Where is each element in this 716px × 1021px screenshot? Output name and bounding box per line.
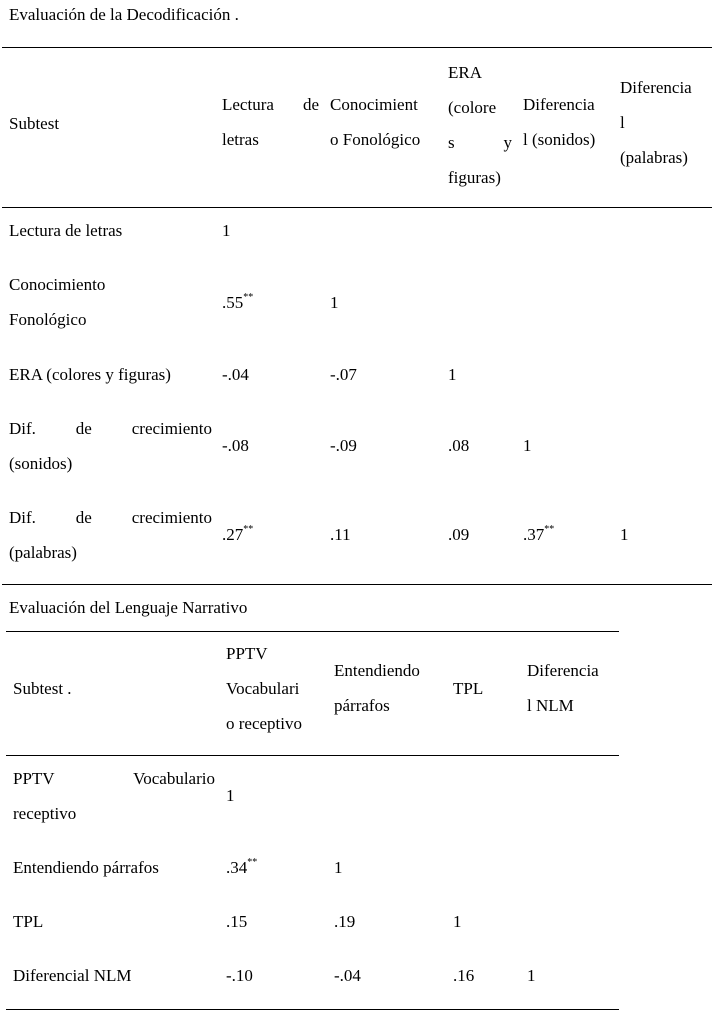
table1-row-label (9, 500, 212, 570)
table1-row-label (9, 267, 214, 337)
table2-cell: .19 (334, 912, 356, 931)
table1-row-label: Lectura de letras (9, 221, 123, 240)
table1-cell (222, 285, 253, 320)
table1-cell: -.07 (330, 365, 357, 384)
header-line: l NLM (527, 696, 574, 715)
significance-marker: ** (243, 292, 254, 304)
table2-caption: Evaluación del Lenguaje Narrativo (9, 598, 248, 617)
header-line: párrafos (334, 696, 390, 715)
table1-top-rule (2, 47, 712, 48)
table1-cell (222, 517, 253, 552)
table2-header-entendiendo (334, 653, 439, 723)
cell-value: .55 (222, 293, 244, 312)
label-line: (palabras) (9, 543, 77, 562)
header-line: ERA (448, 63, 482, 82)
header-line: Lectura de (222, 95, 319, 114)
table1-header-conocimiento (330, 87, 440, 157)
table2-cell (226, 850, 257, 885)
table1-row-label (9, 411, 212, 481)
header-line: o Fonológico (330, 130, 421, 149)
table2-cell: 1 (334, 858, 343, 877)
cell-value: .27 (222, 525, 244, 544)
header-line: Vocabulari (226, 679, 300, 698)
table1-cell: -.08 (222, 436, 249, 455)
table1-bottom-rule (2, 584, 712, 585)
table2-cell: -.04 (334, 966, 361, 985)
header-line: (palabras) (620, 148, 688, 167)
label-line: Conocimiento (9, 275, 106, 294)
header-line: Conocimient (330, 95, 418, 114)
table2-header-tpl: TPL (453, 679, 484, 698)
header-line: PPTV (226, 644, 268, 663)
table2-header-dif-nlm (527, 653, 617, 723)
table1-header-era (448, 55, 512, 195)
table2-bottom-rule (6, 1009, 619, 1010)
significance-marker: ** (544, 524, 555, 536)
significance-marker: ** (243, 524, 254, 536)
table1-cell: 1 (448, 365, 457, 384)
table2-cell: 1 (226, 786, 235, 805)
header-line: Diferencia (523, 95, 595, 114)
label-line: Dif. de crecimiento (9, 419, 212, 438)
table1-header-subtest: Subtest (9, 114, 60, 133)
table2-row-label: TPL (13, 912, 44, 931)
table2-row-label: Diferencial NLM (13, 966, 132, 985)
table2-top-rule (6, 631, 619, 632)
table2-cell: -.10 (226, 966, 253, 985)
table1-cell: 1 (222, 221, 231, 240)
table2-header-rule (6, 755, 619, 756)
table1-cell: 1 (620, 525, 629, 544)
table1-cell: .08 (448, 436, 470, 455)
table1-cell: .11 (330, 525, 351, 544)
label-line: PPTV Vocabulario (13, 769, 215, 788)
table2-cell: 1 (453, 912, 462, 931)
header-line: figuras) (448, 168, 501, 187)
cell-value: .34 (226, 858, 248, 877)
table1-header-rule (2, 207, 712, 208)
header-line: s y (448, 133, 512, 152)
header-line: o receptivo (226, 714, 302, 733)
table2-row-label (13, 761, 215, 831)
label-line: Fonológico (9, 310, 87, 329)
header-line: letras (222, 130, 259, 149)
table1-cell: 1 (330, 293, 339, 312)
table1-row-label: ERA (colores y figuras) (9, 365, 171, 384)
header-line: Diferencia (527, 661, 599, 680)
table2-header-subtest: Subtest . (13, 679, 72, 698)
table1-header-dif-palabras (620, 70, 712, 175)
table2-cell: 1 (527, 966, 536, 985)
header-line: Diferencia (620, 78, 692, 97)
header-line: (colore (448, 98, 497, 117)
table2-cell: .15 (226, 912, 248, 931)
table1-cell: -.04 (222, 365, 249, 384)
header-line: Entendiendo (334, 661, 420, 680)
significance-marker: ** (247, 857, 258, 869)
table2-row-label: Entendiendo párrafos (13, 858, 159, 877)
table1-caption: Evaluación de la Decodificación . (9, 5, 239, 24)
table2-cell: .16 (453, 966, 475, 985)
table1-header-lectura (222, 87, 319, 157)
table2-header-pptv (226, 636, 321, 741)
table1-header-dif-sonidos (523, 87, 615, 157)
header-line: l (620, 113, 625, 132)
label-line: Dif. de crecimiento (9, 508, 212, 527)
label-line: (sonidos) (9, 454, 73, 473)
cell-value: .37 (523, 525, 545, 544)
header-line: l (sonidos) (523, 130, 596, 149)
table1-cell: 1 (523, 436, 532, 455)
label-line: receptivo (13, 804, 77, 823)
table1-cell: -.09 (330, 436, 357, 455)
table1-cell: .09 (448, 525, 470, 544)
table1-cell (523, 517, 554, 552)
